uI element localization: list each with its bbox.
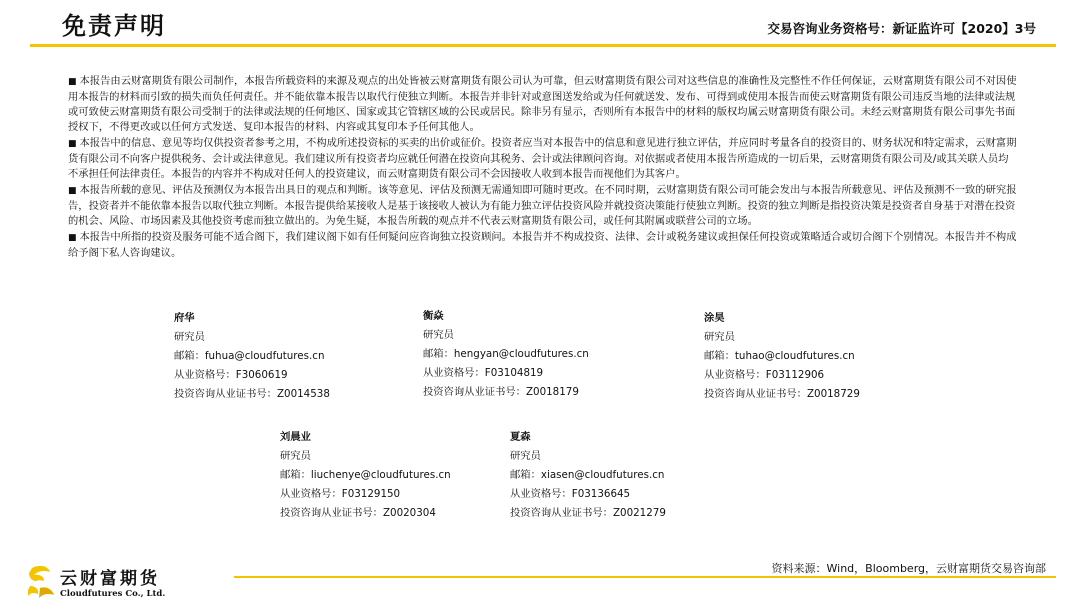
analyst-qualification: 从业资格号：F03104819	[423, 367, 544, 379]
bullet-icon: ■	[68, 139, 77, 149]
analyst-card	[280, 428, 451, 523]
analyst-qualification: 从业资格号：F03129150	[280, 488, 401, 500]
footer-divider	[234, 576, 1056, 578]
company-logo	[26, 562, 226, 602]
analyst-role: 研究员	[423, 329, 454, 341]
analyst-qualification: 从业资格号：F03112906	[704, 369, 825, 381]
disclaimer-paragraph	[68, 136, 1018, 182]
analyst-certificate: 投资咨询从业证书号：Z0020304	[280, 507, 436, 519]
disclaimer-paragraph	[68, 183, 1018, 229]
bullet-icon: ■	[68, 186, 77, 196]
disclaimer-text: 本报告由云财富期货有限公司制作，本报告所载资料的来源及观点的出处皆被云财富期货有限公司认为可靠，但云财富期货有限公司对这些信息的准确性及完整性不作任何保证，云财富期货有限公司不对因使用本报告的材料而引致的损失而负任何责任。并不能依靠本报告以取代行使独立判断。本报告并非针对或意图送发给或为任何就送发、发布、可得到或使用本报告而使云财富期货有限公司违反当地的法律或法规或可致使云财富期货有限公司受制于的法律或法规的任何地区、国家或其它管辖区域的公民或居民。除非另有显示，否则所有本报告中的材料的版权均属云财富期货有限公司。未经云财富期货有限公司事先书面授权下，不得更改或以任何方式发送、复印本报告的材料、内容或其复印本予任何其他人。	[68, 75, 1017, 133]
analyst-role: 研究员	[510, 450, 541, 462]
license-number: 交易咨询业务资格号：新证监许可【2020】3号	[767, 21, 1036, 36]
analyst-card	[174, 309, 330, 404]
analyst-qualification: 从业资格号：F03136645	[510, 488, 631, 500]
disclaimer-text: 本报告中的信息、意见等均仅供投资者参考之用，不构成所述投资标的买卖的出价或征价。投资者应当对本报告中的信息和意见进行独立评估，并应同时考量各自的投资目的、财务状况和特定需求，云财富期货有限公司不向客户提供税务、会计或法律意见。我们建议所有投资者均应就任何潜在投资向其税务、会计或法律顾问咨询。对依据或者使用本报告所造成的一切后果，云财富期货有限公司及/或其关联人员均不承担任何法律责任。本报告的内容并不构成对任何人的投资建议，而云财富期货有限公司不会因接收人收到本报告而视他们为其客户。	[68, 137, 1017, 180]
analyst-certificate: 投资咨询从业证书号：Z0021279	[510, 507, 666, 519]
analyst-name: 夏森	[510, 431, 531, 443]
analyst-card	[510, 428, 666, 523]
analyst-email: 邮箱：liuchenye@cloudfutures.cn	[280, 469, 451, 481]
logo-chinese-name: 云财富期货	[60, 569, 160, 589]
disclaimer-body	[68, 74, 1018, 262]
analyst-certificate: 投资咨询从业证书号：Z0018179	[423, 386, 579, 398]
header-divider	[30, 44, 1056, 47]
disclaimer-text: 本报告中所指的投资及服务可能不适合阁下，我们建议阁下如有任何疑问应咨询独立投资顾问。本报告并不构成投资、法律、会计或税务建议或担保任何投资或策略适合或切合阁下个别情况。本报告并不构成给予阁下私人咨询建议。	[68, 231, 1017, 259]
analyst-name: 衡焱	[423, 310, 444, 322]
analyst-name: 刘晨业	[280, 431, 311, 443]
analyst-name: 涂昊	[704, 312, 725, 324]
disclaimer-text: 本报告所载的意见、评估及预测仅为本报告出具日的观点和判断。该等意见、评估及预测无需通知即可随时更改。在不同时期，云财富期货有限公司可能会发出与本报告所载意见、评估及预测不一致的研究报告，投资者并不能依靠本报告以取代独立判断。本报告提供给某接收人是基于该接收人被认为有能力独立评估投资风险并就投资决策能行使独立判断。投资的独立判断是指投资决策是投资者自身基于对潜在投资的机会、风险、市场因素及其他投资考虑而独立做出的。为免生疑，本报告所载的观点并不代表云财富期货有限公司，或任何其附属或联营公司的立场。	[68, 184, 1017, 227]
logo-english-name: Cloudfutures Co., Ltd.	[60, 589, 166, 599]
analyst-card	[704, 309, 860, 404]
analyst-name: 府华	[174, 312, 195, 324]
analyst-email: 邮箱：xiasen@cloudfutures.cn	[510, 469, 665, 481]
analyst-email: 邮箱：hengyan@cloudfutures.cn	[423, 348, 589, 360]
analyst-card	[423, 307, 589, 402]
analyst-email: 邮箱：tuhao@cloudfutures.cn	[704, 350, 855, 362]
analyst-role: 研究员	[280, 450, 311, 462]
analyst-email: 邮箱：fuhua@cloudfutures.cn	[174, 350, 325, 362]
bullet-icon: ■	[68, 77, 77, 87]
data-source: 资料来源：Wind，Bloomberg，云财富期货交易咨询部	[771, 562, 1046, 575]
page-title: 免责声明	[62, 12, 166, 40]
analyst-certificate: 投资咨询从业证书号：Z0014538	[174, 388, 330, 400]
analyst-role: 研究员	[704, 331, 735, 343]
analyst-role: 研究员	[174, 331, 205, 343]
bullet-icon: ■	[68, 233, 77, 243]
disclaimer-paragraph	[68, 74, 1018, 135]
cloudfutures-logo-icon	[26, 562, 58, 602]
analyst-qualification: 从业资格号：F3060619	[174, 369, 288, 381]
disclaimer-paragraph	[68, 230, 1018, 261]
analyst-certificate: 投资咨询从业证书号：Z0018729	[704, 388, 860, 400]
